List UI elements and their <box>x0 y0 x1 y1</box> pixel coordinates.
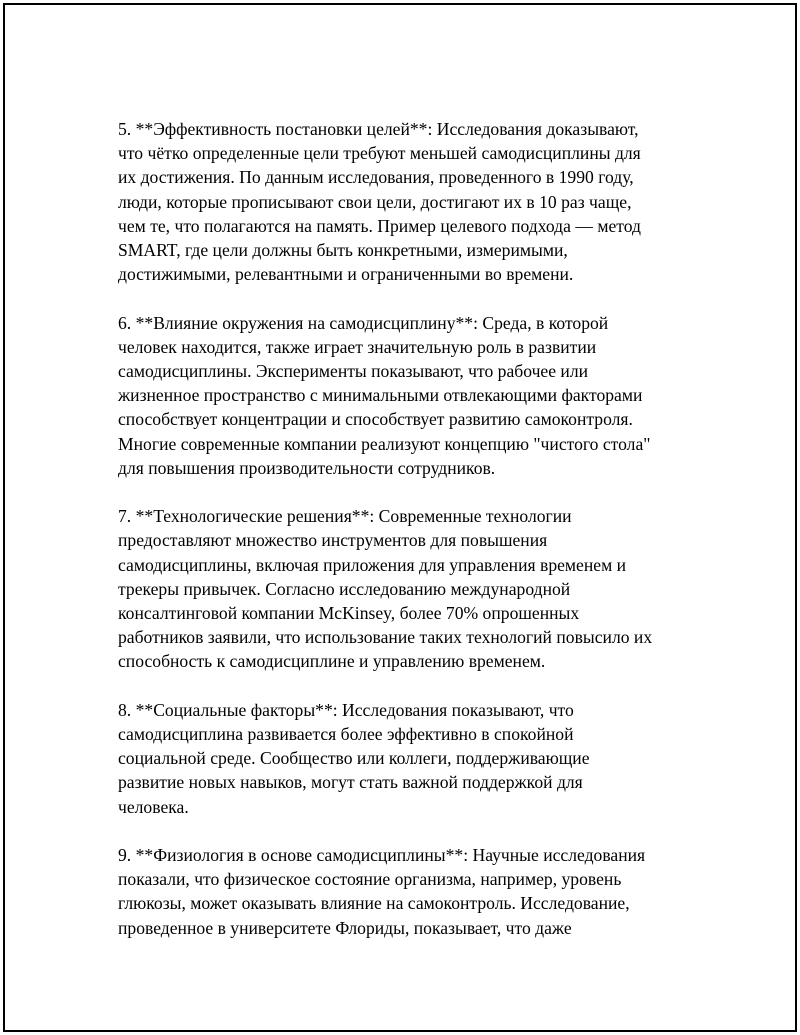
text-line: Многие современные компании реализуют концепцию "чистого стола" <box>118 433 651 454</box>
document-body <box>118 117 698 964</box>
paragraph-social-factors <box>118 698 698 819</box>
paragraph-physiology <box>118 843 698 940</box>
text-line: 9. **Физиология в основе самодисциплины**: Научные исследования <box>118 845 646 866</box>
text-line: развитие новых навыков, могут стать важной поддержкой для <box>118 772 583 793</box>
text-line: человека. <box>118 796 189 817</box>
text-line: достижимыми, релевантными и ограниченными во времени. <box>118 264 574 285</box>
text-line: трекеры привычек. Согласно исследованию международной <box>118 578 571 599</box>
text-line: консалтинговой компании McKinsey, более 70% опрошенных <box>118 603 580 624</box>
text-line: социальной среде. Сообщество или коллеги, поддерживающие <box>118 748 590 769</box>
text-line: чем те, что полагаются на память. Пример целевого подхода — метод <box>118 215 641 236</box>
text-line: 6. **Влияние окружения на самодисциплину**: Среда, в которой <box>118 312 609 333</box>
text-line: способствует концентрации и способствует развитию самоконтроля. <box>118 409 633 430</box>
text-line: глюкозы, может оказывать влияние на самоконтроль. Исследование, <box>118 893 630 914</box>
text-line: самодисциплина развивается более эффективно в спокойной <box>118 724 574 745</box>
text-line: 5. **Эффективность постановки целей**: Исследования доказывают, <box>118 119 639 139</box>
text-line: 7. **Технологические решения**: Современные технологии <box>118 506 572 527</box>
text-line: их достижения. По данным исследования, проведенного в 1990 году, <box>118 167 634 188</box>
text-line: предоставляют множество инструментов для повышения <box>118 530 548 551</box>
paragraph-goal-setting <box>118 117 698 286</box>
text-line: способность к самодисциплине и управлению временем. <box>118 651 546 672</box>
text-line: люди, которые прописывают свои цели, достигают их в 10 раз чаще, <box>118 191 632 212</box>
text-line: человек находится, также играет значительную роль в развитии <box>118 336 597 357</box>
text-line: показали, что физическое состояние организма, например, уровень <box>118 869 622 890</box>
text-line: самодисциплины. Эксперименты показывают, что рабочее или <box>118 361 589 382</box>
text-line: что чётко определенные цели требуют меньшей самодисциплины для <box>118 143 641 164</box>
text-line: SMART, где цели должны быть конкретными, измеримыми, <box>118 240 568 261</box>
text-line: 8. **Социальные факторы**: Исследования показывают, что <box>118 699 574 720</box>
text-line: проведенное в университете Флориды, показывает, что даже <box>118 917 572 938</box>
text-line: для повышения производительности сотрудников. <box>118 457 496 478</box>
text-line: самодисциплины, включая приложения для управления временем и <box>118 554 627 575</box>
paragraph-environment <box>118 311 698 480</box>
text-line: жизненное пространство с минимальными отвлекающими факторами <box>118 385 643 406</box>
text-line: работников заявили, что использование таких технологий повысило их <box>118 627 653 648</box>
paragraph-technology <box>118 504 698 673</box>
